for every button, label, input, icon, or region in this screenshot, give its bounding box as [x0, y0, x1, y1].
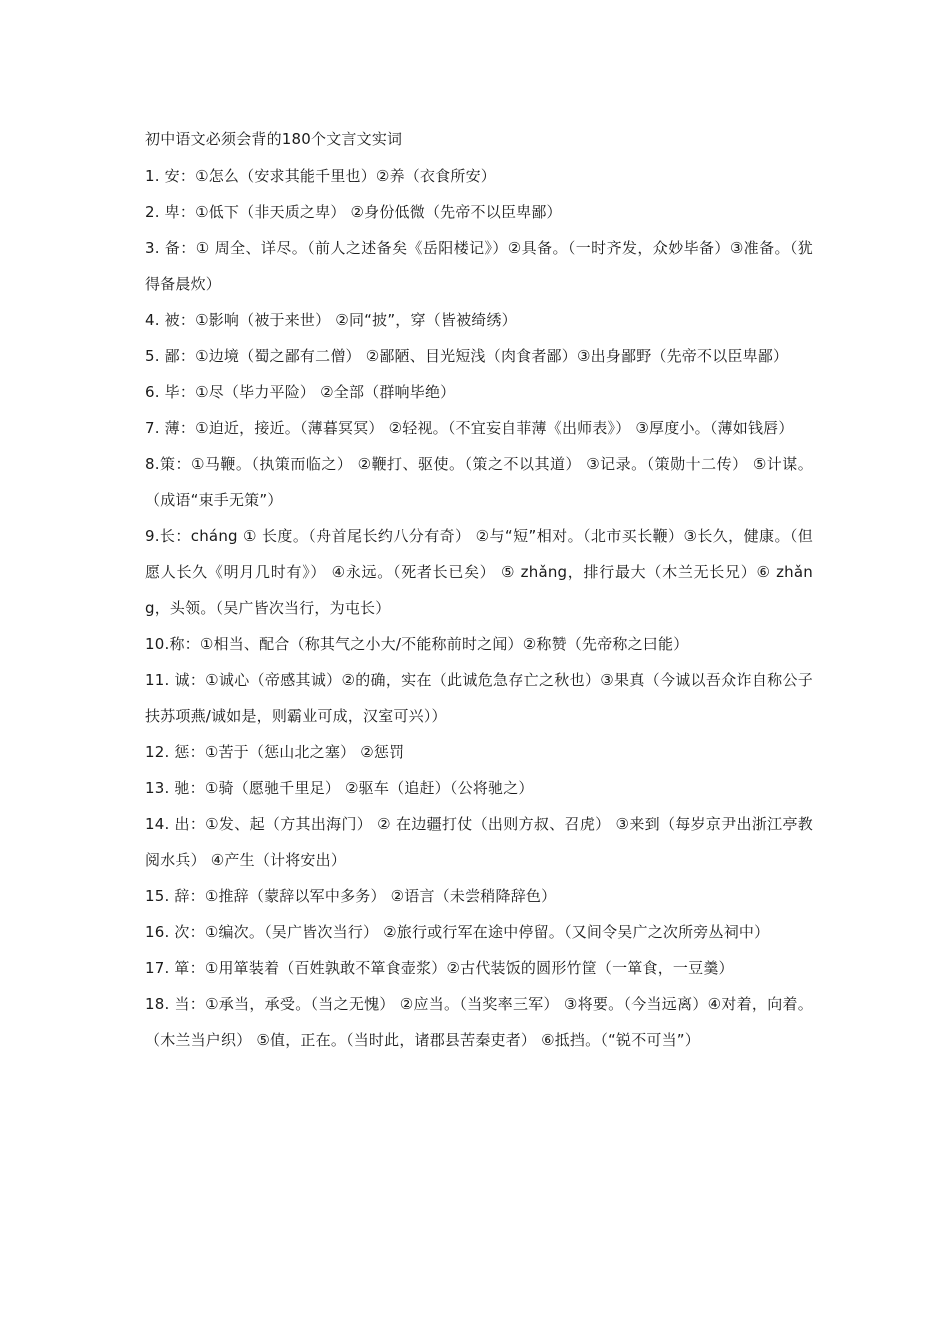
- vocab-entry-8: 8.策：①马鞭。（执策而临之） ②鞭打、驱使。（策之不以其道） ③记录。（策勋十二传） ⑤计谋。（成语“束手无策”）: [145, 455, 813, 509]
- document-body: [145, 126, 813, 1058]
- vocab-entry-3: 3. 备：① 周全、详尽。（前人之述备矣《岳阳楼记》）②具备。（一时齐发，众妙毕备）③准备。（犹得备晨炊）: [145, 239, 813, 293]
- vocab-entry-7: 7. 薄：①迫近，接近。（薄暮冥冥） ②轻视。（不宜妄自菲薄《出师表》） ③厚度小。（薄如钱唇）: [145, 419, 794, 437]
- vocab-entry-1: 1. 安：①怎么（安求其能千里也）②养（衣食所安）: [145, 167, 496, 185]
- document-title: 初中语文必须会背的180个文言文实词: [145, 130, 403, 148]
- vocab-entry-2: 2. 卑：①低下（非天质之卑） ②身份低微（先帝不以臣卑鄙）: [145, 203, 562, 221]
- vocab-entry-12: 12. 惩：①苦于（惩山北之塞） ②惩罚: [145, 743, 405, 761]
- vocab-entry-4: 4. 被：①影响（被于来世） ②同“披”，穿（皆被绮绣）: [145, 311, 517, 329]
- vocab-entry-17: 17. 箪：①用箪装着（百姓孰敢不箪食壶浆）②古代装饭的圆形竹筐（一箪食，一豆羹）: [145, 959, 734, 977]
- vocab-entry-6: 6. 毕：①尽（毕力平险） ②全部（群响毕绝）: [145, 383, 456, 401]
- vocab-entry-15: 15. 辞：①推辞（蒙辞以军中多务） ②语言（未尝稍降辞色）: [145, 887, 557, 905]
- vocab-entry-11: 11. 诚：①诚心（帝感其诚）②的确，实在（此诚危急存亡之秋也）③果真（今诚以吾众诈自称公子扶苏项燕/诚如是，则霸业可成，汉室可兴））: [145, 671, 813, 725]
- vocab-entry-10: 10.称：①相当、配合（称其气之小大/不能称前时之闻）②称赞（先帝称之曰能）: [145, 635, 689, 653]
- vocab-entry-9: 9.长：cháng ① 长度。（舟首尾长约八分有奇） ②与“短”相对。（北市买长鞭）③长久，健康。（但愿人长久《明月几时有》） ④永远。（死者长已矣） ⑤ zhǎng，排行最大（木兰无长兄）⑥ zhǎng，头领。（吴广皆次当行，为屯长）: [145, 527, 813, 617]
- vocab-entry-16: 16. 次：①编次。（吴广皆次当行） ②旅行或行军在途中停留。（又间令吴广之次所旁丛祠中）: [145, 923, 770, 941]
- vocab-entry-14: 14. 出：①发、起（方其出海门） ② 在边疆打仗（出则方叔、召虎） ③来到（每岁京尹出浙江亭教阅水兵） ④产生（计将安出）: [145, 815, 813, 869]
- vocab-entry-5: 5. 鄙：①边境（蜀之鄙有二僧） ②鄙陋、目光短浅（肉食者鄙）③出身鄙野（先帝不以臣卑鄙）: [145, 347, 789, 365]
- vocab-entry-18: 18. 当：①承当，承受。（当之无愧） ②应当。（当奖率三军） ③将要。（今当远离）④对着，向着。（木兰当户织） ⑤值，正在。（当时此，诸郡县苦秦吏者） ⑥抵挡。（“锐不可当”）: [145, 995, 813, 1049]
- vocab-entry-13: 13. 驰：①骑（愿驰千里足） ②驱车（追赶）（公将驰之）: [145, 779, 534, 797]
